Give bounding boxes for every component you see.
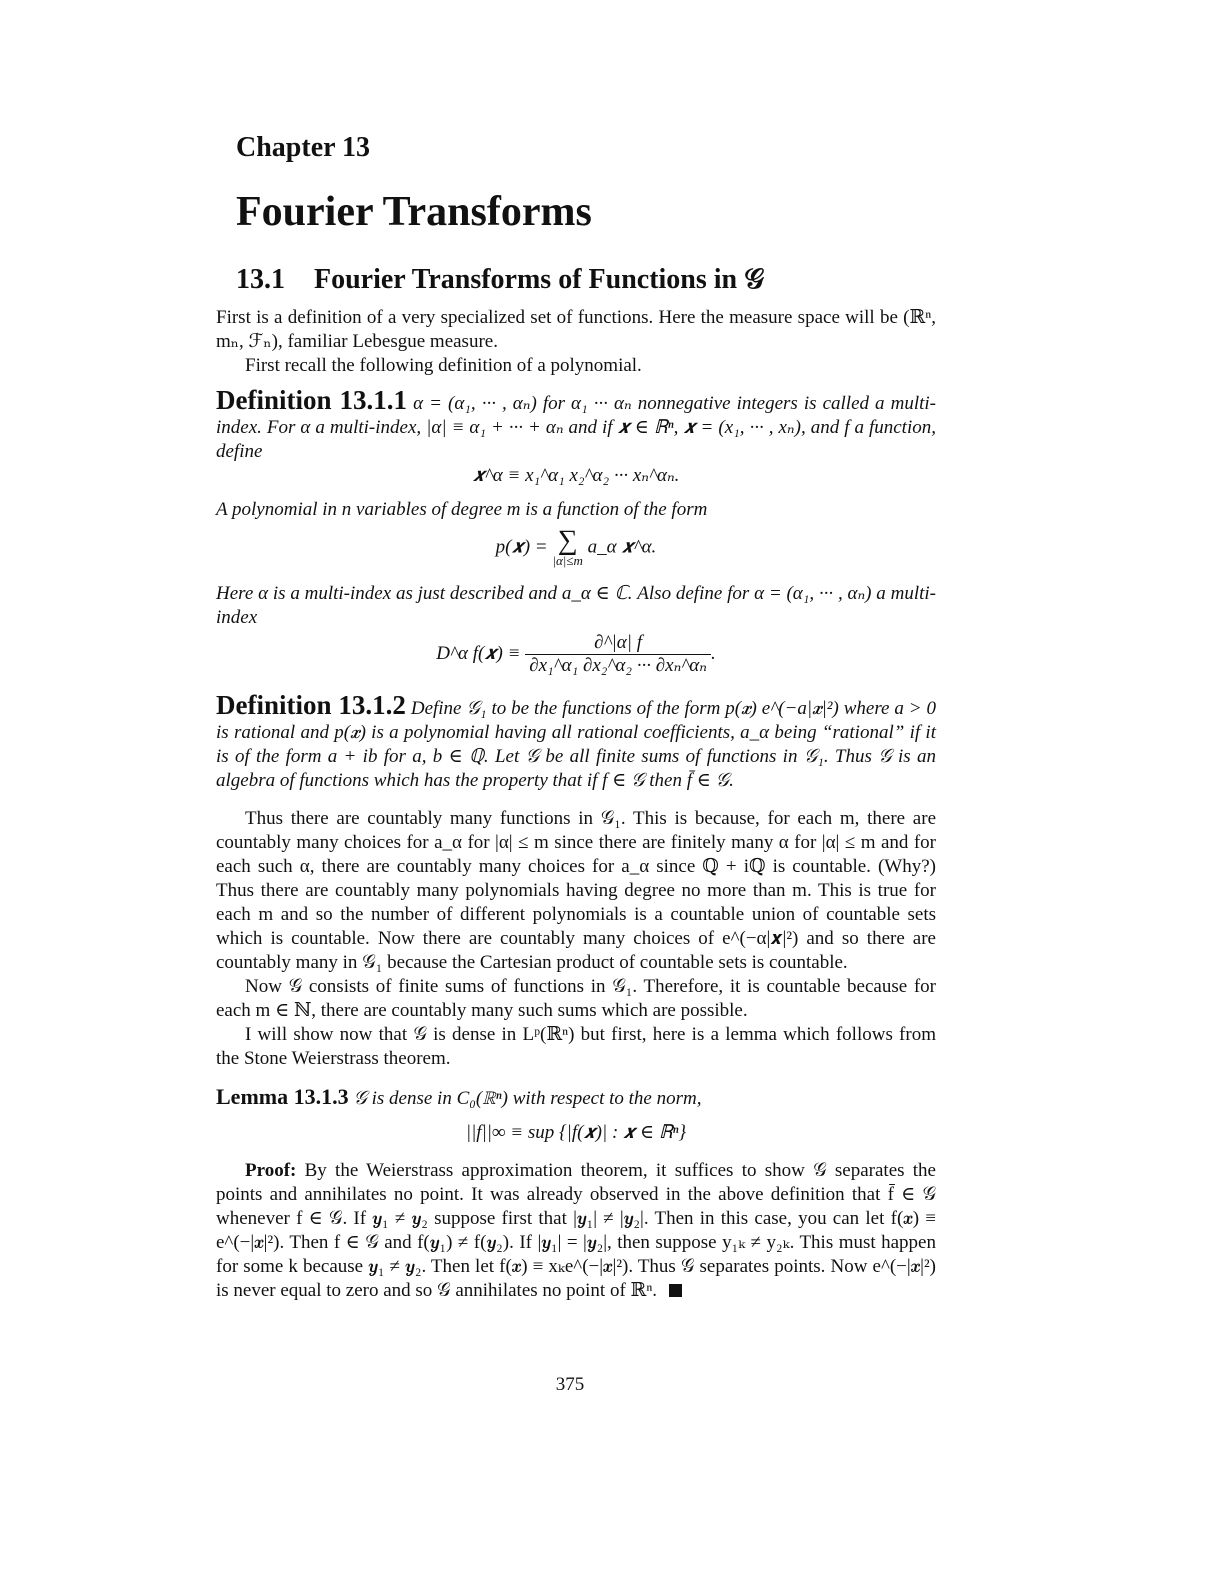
derivative-definition-text: Here α is a multi-index as just described and a_α ∈ ℂ. Also define for α = (α₁, ··· , αₙ) a multi-index (216, 583, 936, 628)
finite-sums-paragraph: Now 𝒢 consists of finite sums of functions in 𝒢₁. Therefore, it is countable because for each m ∈ ℕ, there are countably many such sums which are possible. (216, 976, 936, 1021)
section-number: 13.1 (236, 264, 285, 295)
derivative-equation (216, 632, 936, 677)
lemma-text: 𝒢 is dense in C₀(ℝⁿ) with respect to the norm, (353, 1088, 702, 1109)
chapter-label: Chapter 13 (236, 132, 371, 163)
polynomial-equation (216, 525, 936, 568)
definition-13-1-1 (216, 385, 936, 677)
derivative-fraction (525, 632, 711, 677)
monomial-equation: 𝒙^α ≡ x₁^α₁ x₂^α₂ ··· xₙ^αₙ. (472, 465, 680, 486)
countability-paragraph: Thus there are countably many functions in 𝒢₁. This is because, for each m, there are countably many choices for a_α for |α| ≤ m since there are finitely many α for |α| ≤ m and for each such α, there are countably many choices for a_α since ℚ + iℚ is countable. (Why?) Thus there are countably many polynomials having degree no more than m. This is true for each m and so the number of different polynomials is a countable union of countable sets which is countable. Now there are countably many choices of e^(−α|𝒙|²) and so there are countably many in 𝒢₁ because the Cartesian product of countable sets is countable. (216, 808, 936, 973)
sup-norm-equation: ||f||∞ ≡ sup {|f(𝒙)| : 𝒙 ∈ ℝⁿ} (465, 1122, 687, 1143)
definition-label: Definition 13.1.1 (216, 385, 408, 415)
summation (552, 525, 583, 568)
qed-icon (669, 1284, 682, 1297)
definition-13-1-2 (216, 690, 937, 793)
intro-paragraph-2: First recall the following definition of a polynomial. (245, 355, 642, 376)
lemma-13-1-3 (216, 1085, 936, 1145)
page-body (216, 306, 936, 1303)
polynomial-definition-text: A polynomial in n variables of degree m is a function of the form (216, 499, 708, 520)
polynomial-lhs: p(𝒙) = (495, 536, 548, 558)
definition-text-2: Define 𝒢₁ to be the functions of the form p(𝒙) e^(−a|𝒙|²) where a > 0 is rational and p(𝒙) is a polynomial having all rational coefficients, a_α being “rational” if it is of the form a + ib for a, b ∈ ℚ. Let 𝒢 be all finite sums of functions in 𝒢₁. Thus 𝒢 is an algebra of functions which has the property that if f ∈ 𝒢 then f̄ ∈ 𝒢. (216, 698, 937, 791)
page-number: 375 (555, 1374, 585, 1395)
summation-index: |α|≤m (552, 553, 583, 568)
lemma-label: Lemma 13.1.3 (216, 1084, 349, 1109)
proof-text: By the Weierstrass approximation theorem, it suffices to show 𝒢 separates the points and annihilates no point. It was already observed in the above definition that f̄ ∈ 𝒢 whenever f ∈ 𝒢. If 𝒚₁ ≠ 𝒚₂ suppose first that |𝒚₁| ≠ |𝒚₂|. Then in this case, you can let f(𝒙) ≡ e^(−|𝒙|²). Then f ∈ 𝒢 and f(𝒚₁) ≠ f(𝒚₂). If |𝒚₁| = |𝒚₂|, then suppose y₁ₖ ≠ y₂ₖ. This must happen for some k because 𝒚₁ ≠ 𝒚₂. Then let f(𝒙) ≡ xₖe^(−|𝒙|²). Thus 𝒢 separates points. Now e^(−|𝒙|²) is never equal to zero and so 𝒢 annihilates no point of ℝⁿ. (216, 1160, 936, 1301)
derivative-lhs: D^α f(𝒙) ≡ (436, 642, 521, 664)
definition-label-2: Definition 13.1.2 (216, 690, 406, 720)
derivative-end: . (710, 642, 716, 664)
density-paragraph: I will show now that 𝒢 is dense in Lᵖ(ℝⁿ) but first, here is a lemma which follows from the Stone Weierstrass theorem. (216, 1024, 936, 1069)
section-title: Fourier Transforms of Functions in 𝒢 (314, 264, 765, 295)
chapter-title: Fourier Transforms (236, 189, 592, 235)
fraction-denominator: ∂x₁^α₁ ∂x₂^α₂ ··· ∂xₙ^αₙ (529, 655, 707, 676)
proof (216, 1159, 936, 1303)
proof-label: Proof: (245, 1160, 297, 1181)
definition-text: α = (α₁, ··· , αₙ) for α₁ ··· αₙ nonnegative integers is called a multi-index. For α a multi-index, |α| ≡ α₁ + ··· + αₙ and if 𝒙 ∈ ℝⁿ, 𝒙 = (x₁, ··· , xₙ), and f a function, define (216, 393, 936, 462)
section-heading (236, 264, 764, 296)
polynomial-rhs: a_α 𝒙^α. (587, 536, 657, 558)
fraction-numerator: ∂^|α| f (525, 632, 711, 655)
intro-paragraph: First is a definition of a very specialized set of functions. Here the measure space will be (ℝⁿ, mₙ, ℱₙ), familiar Lebesgue measure. (216, 307, 936, 352)
sigma-symbol: ∑ (557, 525, 578, 556)
